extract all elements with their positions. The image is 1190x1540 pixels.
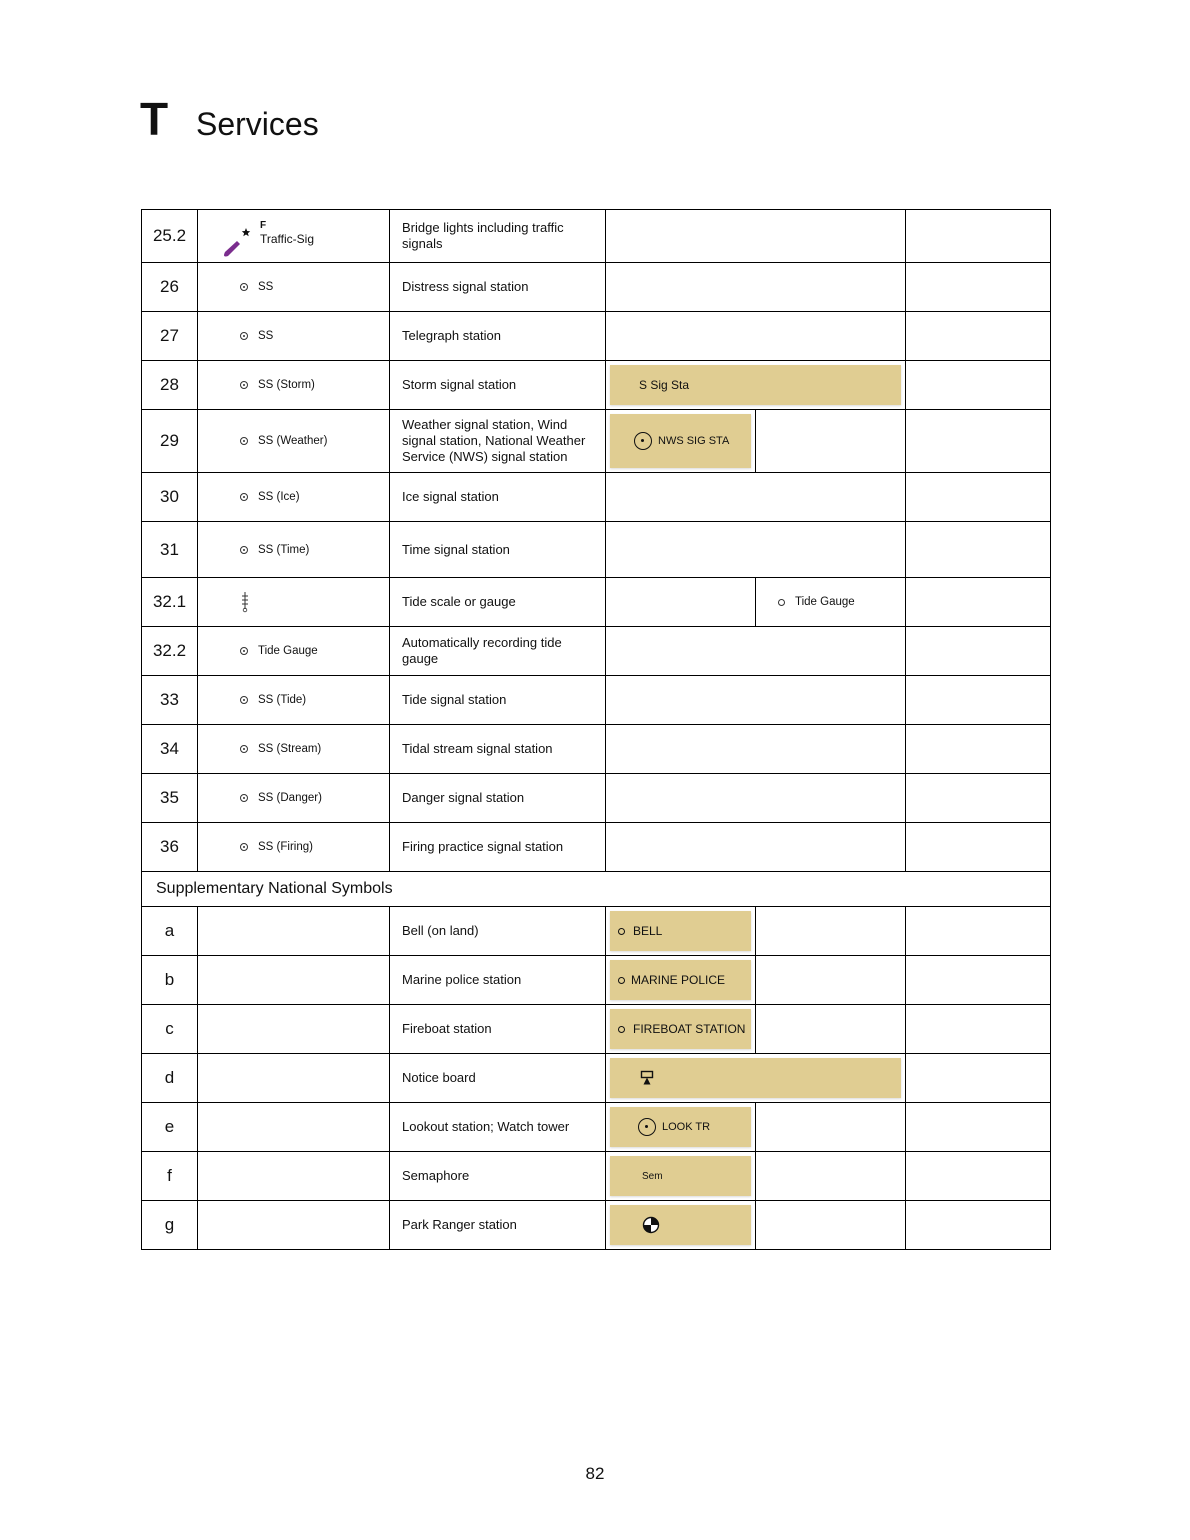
description: Danger signal station <box>390 774 606 823</box>
circle-dot-icon <box>634 432 652 450</box>
description: Bell (on land) <box>390 907 606 956</box>
symbols-table <box>141 209 1051 1250</box>
empty-cell <box>756 1103 906 1152</box>
table-row <box>142 1201 1051 1250</box>
empty-cell <box>906 410 1051 473</box>
page-number: 82 <box>585 1464 605 1483</box>
row-number: 31 <box>142 522 198 578</box>
description: Notice board <box>390 1054 606 1103</box>
marine-police-circle-icon <box>618 977 625 984</box>
row-number: 35 <box>142 774 198 823</box>
symbol-cell <box>198 1201 390 1250</box>
table-row <box>142 578 1051 627</box>
tide-gauge-circle-icon <box>778 599 785 606</box>
table-row <box>142 907 1051 956</box>
table-row <box>142 627 1051 676</box>
description: Time signal station <box>390 522 606 578</box>
empty-cell <box>906 263 1051 312</box>
chart-swatch <box>610 1156 751 1196</box>
signal-station-icon <box>240 283 248 291</box>
chart-swatch <box>610 960 751 1000</box>
symbol-cell <box>198 410 390 473</box>
empty-cell <box>906 823 1051 872</box>
chart-label: S Sig Sta <box>639 378 690 392</box>
chart-label: Tide Gauge <box>795 596 855 608</box>
empty-cell <box>906 907 1051 956</box>
symbol-cell <box>198 725 390 774</box>
chart-swatch <box>610 414 751 468</box>
empty-cell <box>756 956 906 1005</box>
chart-cell <box>606 312 906 361</box>
symbol-label: SS (Danger) <box>258 792 322 804</box>
table-row <box>142 1152 1051 1201</box>
row-number: 32.2 <box>142 627 198 676</box>
description: Tide signal station <box>390 676 606 725</box>
description: Weather signal station, Wind signal station, National Weather Service (NWS) signal station <box>390 410 606 473</box>
empty-cell <box>906 578 1051 627</box>
symbol-cell <box>198 1005 390 1054</box>
symbol-label: SS <box>258 281 274 293</box>
signal-station-icon <box>240 437 248 445</box>
table-row <box>142 956 1051 1005</box>
symbol-cell <box>198 263 390 312</box>
chart-cell <box>606 1103 756 1152</box>
chart-swatch <box>610 1058 901 1098</box>
symbol-label: SS (Storm) <box>258 379 315 391</box>
empty-cell <box>906 956 1051 1005</box>
signal-station-icon <box>240 745 248 753</box>
symbol-label: SS (Ice) <box>258 491 300 503</box>
signal-station-icon <box>240 381 248 389</box>
description: Park Ranger station <box>390 1201 606 1250</box>
symbol-cell <box>198 522 390 578</box>
notice-board-icon <box>640 1070 654 1086</box>
empty-cell <box>906 774 1051 823</box>
chart-cell <box>606 410 756 473</box>
chart-swatch <box>610 365 901 405</box>
chart-cell <box>606 676 906 725</box>
empty-cell <box>756 1152 906 1201</box>
chart-cell <box>606 578 756 627</box>
chart-label: NWS SIG STA <box>658 435 730 447</box>
row-number: b <box>142 956 198 1005</box>
row-number: c <box>142 1005 198 1054</box>
row-number: f <box>142 1152 198 1201</box>
signal-station-icon <box>240 794 248 802</box>
chart-label: FIREBOAT STATION <box>633 1022 746 1036</box>
chart-cell <box>606 361 906 410</box>
chart-cell-alt <box>756 578 906 627</box>
table-row <box>142 312 1051 361</box>
table-row <box>142 473 1051 522</box>
symbol-label: SS (Time) <box>258 543 310 556</box>
description: Tidal stream signal station <box>390 725 606 774</box>
table-row <box>142 1054 1051 1103</box>
row-number: 28 <box>142 361 198 410</box>
row-number: d <box>142 1054 198 1103</box>
chart-cell <box>606 263 906 312</box>
symbol-label: SS <box>258 330 274 342</box>
chart-cell <box>606 473 906 522</box>
row-number: 33 <box>142 676 198 725</box>
symbol-cell <box>198 361 390 410</box>
chart-swatch <box>610 1009 751 1049</box>
empty-cell <box>906 1152 1051 1201</box>
row-number: 26 <box>142 263 198 312</box>
table-row <box>142 361 1051 410</box>
chart-cell <box>606 907 756 956</box>
chart-label: BELL <box>633 924 663 938</box>
chart-cell <box>606 823 906 872</box>
table-row <box>142 1005 1051 1054</box>
empty-cell <box>756 410 906 473</box>
supplementary-header-row <box>142 872 1051 907</box>
circle-dot-icon <box>638 1118 656 1136</box>
symbol-cell <box>198 956 390 1005</box>
traffic-light-icon <box>220 222 260 262</box>
empty-cell <box>906 312 1051 361</box>
symbol-cell <box>198 627 390 676</box>
bell-circle-icon <box>618 928 625 935</box>
description: Firing practice signal station <box>390 823 606 872</box>
description: Semaphore <box>390 1152 606 1201</box>
empty-cell <box>756 907 906 956</box>
table-row <box>142 823 1051 872</box>
empty-cell <box>906 627 1051 676</box>
signal-station-icon <box>240 647 248 655</box>
empty-cell <box>906 210 1051 263</box>
description: Automatically recording tide gauge <box>390 627 606 676</box>
symbol-cell <box>198 774 390 823</box>
empty-cell <box>906 1103 1051 1152</box>
symbol-label: SS (Firing) <box>258 841 313 853</box>
description: Tide scale or gauge <box>390 578 606 627</box>
chart-swatch <box>610 1107 751 1147</box>
symbol-cell <box>198 312 390 361</box>
table-row <box>142 774 1051 823</box>
chart-label: LOOK TR <box>662 1121 711 1133</box>
empty-cell <box>756 1005 906 1054</box>
supplementary-title: Supplementary National Symbols <box>142 872 1051 907</box>
symbol-cell <box>198 578 390 627</box>
symbol-cell <box>198 823 390 872</box>
row-number: 36 <box>142 823 198 872</box>
signal-station-icon <box>240 546 248 554</box>
chart-cell <box>606 725 906 774</box>
symbol-cell <box>198 1054 390 1103</box>
chart-cell <box>606 1054 906 1103</box>
symbol-label: Traffic-Sig <box>260 232 315 246</box>
description: Lookout station; Watch tower <box>390 1103 606 1152</box>
description: Distress signal station <box>390 263 606 312</box>
table-row <box>142 725 1051 774</box>
chart-swatch <box>610 1205 751 1245</box>
chart-cell <box>606 1005 756 1054</box>
empty-cell <box>906 1005 1051 1054</box>
signal-station-icon <box>240 332 248 340</box>
description: Telegraph station <box>390 312 606 361</box>
description: Ice signal station <box>390 473 606 522</box>
section-title: Services <box>196 106 319 142</box>
symbol-cell <box>198 1103 390 1152</box>
chart-cell <box>606 627 906 676</box>
chart-cell <box>606 522 906 578</box>
symbol-label: SS (Tide) <box>258 694 307 706</box>
symbol-label: SS (Weather) <box>258 435 328 447</box>
park-ranger-icon <box>642 1216 660 1234</box>
section-letter: T <box>140 93 169 145</box>
symbol-cell <box>198 1152 390 1201</box>
row-number: a <box>142 907 198 956</box>
row-number: 29 <box>142 410 198 473</box>
symbol-label: SS (Stream) <box>258 743 322 755</box>
empty-cell <box>906 361 1051 410</box>
symbol-cell <box>198 907 390 956</box>
chart-swatch <box>610 911 751 951</box>
empty-cell <box>756 1201 906 1250</box>
signal-station-icon <box>240 843 248 851</box>
chart-cell <box>606 1152 756 1201</box>
empty-cell <box>906 522 1051 578</box>
chart-cell <box>606 774 906 823</box>
table-row <box>142 410 1051 473</box>
row-number: 34 <box>142 725 198 774</box>
empty-cell <box>906 1201 1051 1250</box>
chart-cell <box>606 956 756 1005</box>
symbol-label-top: F <box>260 220 267 231</box>
row-number: 27 <box>142 312 198 361</box>
table-row <box>142 1103 1051 1152</box>
symbol-cell <box>198 676 390 725</box>
chart-cell <box>606 1201 756 1250</box>
chart-cell <box>606 210 906 263</box>
row-number: g <box>142 1201 198 1250</box>
symbol-cell <box>198 210 390 263</box>
table-row <box>142 210 1051 263</box>
row-number: e <box>142 1103 198 1152</box>
chart-label: Sem <box>642 1170 663 1182</box>
row-number: 30 <box>142 473 198 522</box>
empty-cell <box>906 473 1051 522</box>
fireboat-circle-icon <box>618 1026 625 1033</box>
description: Bridge lights including traffic signals <box>390 210 606 263</box>
row-number: 25.2 <box>142 210 198 263</box>
table-row <box>142 263 1051 312</box>
signal-station-icon <box>240 493 248 501</box>
empty-cell <box>906 1054 1051 1103</box>
chart-label: MARINE POLICE <box>631 973 726 987</box>
description: Marine police station <box>390 956 606 1005</box>
row-number: 32.1 <box>142 578 198 627</box>
signal-station-icon <box>240 696 248 704</box>
description: Fireboat station <box>390 1005 606 1054</box>
table-row <box>142 522 1051 578</box>
description: Storm signal station <box>390 361 606 410</box>
symbol-label: Tide Gauge <box>258 645 318 657</box>
tide-gauge-icon <box>239 591 251 613</box>
table-row <box>142 676 1051 725</box>
symbol-cell <box>198 473 390 522</box>
empty-cell <box>906 725 1051 774</box>
empty-cell <box>906 676 1051 725</box>
